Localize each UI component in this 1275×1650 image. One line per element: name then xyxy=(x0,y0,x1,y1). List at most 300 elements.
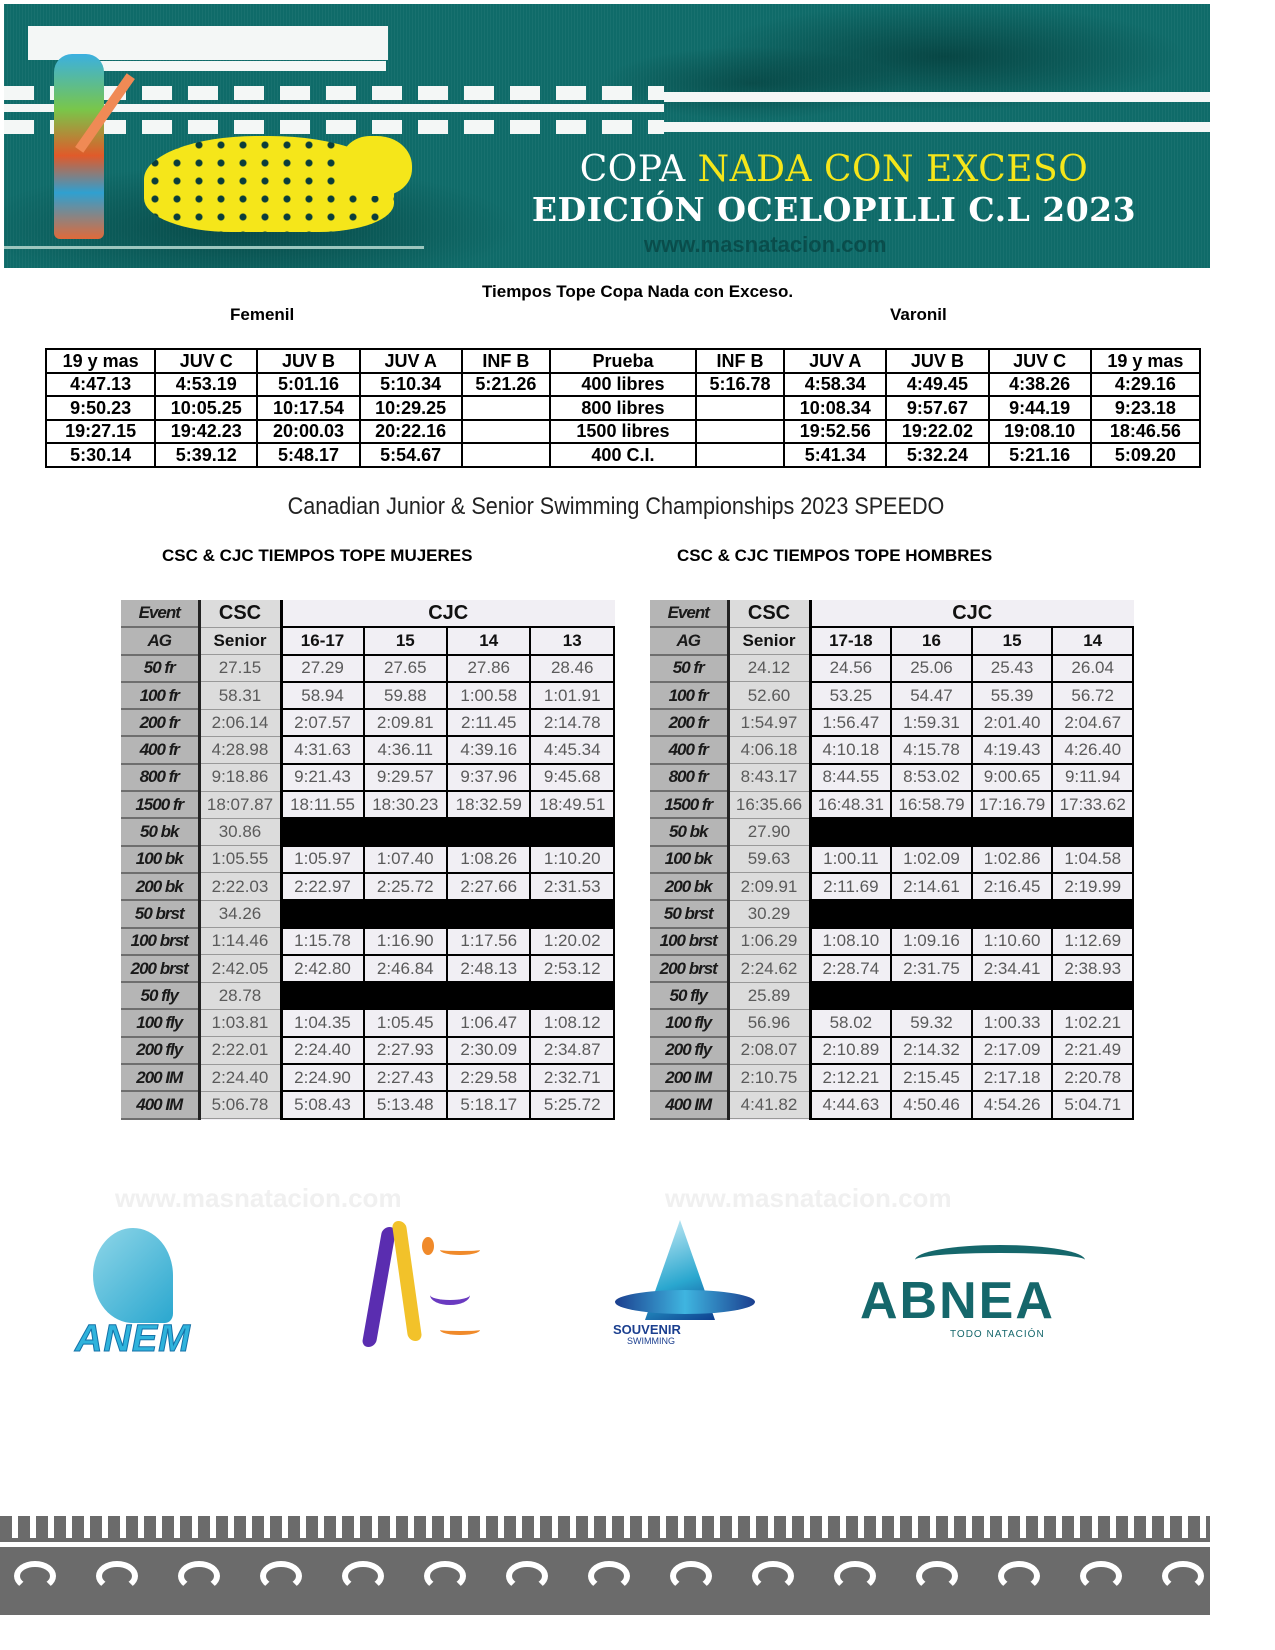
senior-time-cell: 1:14.46 xyxy=(199,928,281,955)
age-group-column-header: 15 xyxy=(972,627,1053,654)
time-cell: 5:54.67 xyxy=(360,443,462,467)
time-cell: 5:09.20 xyxy=(1091,443,1200,467)
banner-stripe xyxy=(64,61,386,71)
table-row xyxy=(121,736,614,763)
time-cell: 2:30.09 xyxy=(447,1037,530,1064)
event-name-cell: 200 bk xyxy=(121,873,199,900)
logo-wave-icon xyxy=(440,1245,480,1255)
time-cell: 4:45.34 xyxy=(530,736,614,763)
event-name-cell: 200 IM xyxy=(650,1064,728,1091)
senior-time-cell: 1:05.55 xyxy=(199,846,281,873)
table-row xyxy=(650,791,1133,818)
time-cell: 2:15.45 xyxy=(891,1064,972,1091)
time-cell: 27.65 xyxy=(364,655,447,682)
table-row xyxy=(121,982,614,1009)
senior-time-cell: 1:03.81 xyxy=(199,1009,281,1036)
time-cell: 5:16.78 xyxy=(696,373,784,397)
event-name-cell: 100 fr xyxy=(650,682,728,709)
time-cell: 5:32.24 xyxy=(886,443,988,467)
event-name-cell: 200 brst xyxy=(121,955,199,982)
time-cell: 2:27.66 xyxy=(447,873,530,900)
nada-con-exceso-logo xyxy=(360,1215,490,1350)
event-name-cell: 800 fr xyxy=(121,764,199,791)
decorative-border-teeth xyxy=(0,1516,1210,1540)
table-row xyxy=(121,900,614,927)
time-cell: 5:48.17 xyxy=(257,443,359,467)
time-cell: 18:46.56 xyxy=(1091,420,1200,444)
time-cell: 1:16.90 xyxy=(364,928,447,955)
table-row xyxy=(650,1037,1133,1064)
time-cell: 5:08.43 xyxy=(281,1091,364,1118)
time-cell: 2:14.61 xyxy=(891,873,972,900)
table-row xyxy=(650,709,1133,736)
time-cell: 19:22.02 xyxy=(886,420,988,444)
spiral-icon xyxy=(14,1561,56,1591)
time-cell: 9:44.19 xyxy=(989,396,1091,420)
time-cell: 4:36.11 xyxy=(364,736,447,763)
table-row xyxy=(650,873,1133,900)
time-cell: 4:10.18 xyxy=(810,736,891,763)
time-cell: 59.88 xyxy=(364,682,447,709)
event-name-cell: 400 IM xyxy=(121,1091,199,1118)
event-name-cell: 400 IM xyxy=(650,1091,728,1118)
table-row xyxy=(121,846,614,873)
spiral-icon xyxy=(752,1561,794,1591)
time-cell: 58.02 xyxy=(810,1009,891,1036)
logo-stroke-icon xyxy=(361,1227,396,1347)
time-cell: 2:48.13 xyxy=(447,955,530,982)
no-cjc-event-cell xyxy=(281,900,614,927)
event-name-cell: 1500 libres xyxy=(550,420,696,444)
csc-header: CSC xyxy=(199,600,281,627)
time-cell xyxy=(696,420,784,444)
time-cell: 2:27.93 xyxy=(364,1037,447,1064)
time-cell: 27.86 xyxy=(447,655,530,682)
time-cell: 2:34.41 xyxy=(972,955,1053,982)
event-name-cell: 400 libres xyxy=(550,373,696,397)
event-name-cell: 200 IM xyxy=(121,1064,199,1091)
women-table-label: CSC & CJC TIEMPOS TOPE MUJERES xyxy=(162,546,473,565)
time-cell: 1:00.33 xyxy=(972,1009,1053,1036)
spiral-icon xyxy=(424,1561,466,1591)
spiral-icon xyxy=(670,1561,712,1591)
table-row xyxy=(650,928,1133,955)
time-cell: 2:24.90 xyxy=(281,1064,364,1091)
banner-stripe xyxy=(664,122,1210,132)
banner-title-accent: NADA CON EXCESO xyxy=(697,149,1089,190)
event-name-cell: 800 fr xyxy=(650,764,728,791)
table-header-row xyxy=(121,627,614,654)
event-name-cell: 50 brst xyxy=(650,900,728,927)
cjc-header: CJC xyxy=(810,600,1133,627)
event-name-cell: 1500 fr xyxy=(121,791,199,818)
event-name-cell: 50 bk xyxy=(121,818,199,845)
time-cell: 2:19.99 xyxy=(1052,873,1133,900)
time-cell: 4:26.40 xyxy=(1052,736,1133,763)
tope-times-table xyxy=(45,348,1201,468)
age-group-column-header: 13 xyxy=(530,627,614,654)
time-cell: 1:17.56 xyxy=(447,928,530,955)
time-cell: 16:58.79 xyxy=(891,791,972,818)
event-name-cell: 50 fr xyxy=(121,655,199,682)
event-name-cell: 200 bk xyxy=(650,873,728,900)
senior-time-cell: 2:22.01 xyxy=(199,1037,281,1064)
column-header: INF B xyxy=(462,349,550,373)
tope-table-body xyxy=(46,373,1200,467)
table-row xyxy=(121,1009,614,1036)
time-cell: 4:39.16 xyxy=(447,736,530,763)
time-cell: 4:53.19 xyxy=(155,373,257,397)
time-cell: 2:01.40 xyxy=(972,709,1053,736)
time-cell: 1:05.45 xyxy=(364,1009,447,1036)
time-cell: 1:01.91 xyxy=(530,682,614,709)
event-name-cell: 100 brst xyxy=(121,928,199,955)
time-cell: 2:12.21 xyxy=(810,1064,891,1091)
senior-time-cell: 2:22.03 xyxy=(199,873,281,900)
anem-logo xyxy=(75,1222,225,1362)
time-cell: 5:04.71 xyxy=(1052,1091,1133,1118)
event-name-cell: 50 fly xyxy=(650,982,728,1009)
time-cell: 17:33.62 xyxy=(1052,791,1133,818)
logo-wave-icon xyxy=(430,1285,470,1305)
senior-time-cell: 2:24.40 xyxy=(199,1064,281,1091)
decorative-border-line xyxy=(0,1538,1210,1542)
senior-time-cell: 24.12 xyxy=(728,655,810,682)
time-cell: 1:07.40 xyxy=(364,846,447,873)
event-name-cell: 50 fr xyxy=(650,655,728,682)
senior-time-cell: 4:41.82 xyxy=(728,1091,810,1118)
logo-stroke-icon xyxy=(392,1221,423,1341)
time-cell xyxy=(696,443,784,467)
age-group-column-header: 14 xyxy=(1052,627,1133,654)
event-name-cell: 800 libres xyxy=(550,396,696,420)
time-cell: 9:21.43 xyxy=(281,764,364,791)
abnea-logo-text: ABNEA xyxy=(860,1272,1055,1330)
banner-title-white: COPA xyxy=(579,149,698,190)
column-header: JUV A xyxy=(360,349,462,373)
cjc-header: CJC xyxy=(281,600,614,627)
time-cell: 9:00.65 xyxy=(972,764,1053,791)
table-row xyxy=(121,709,614,736)
spiral-icon xyxy=(834,1561,876,1591)
time-cell: 1:05.97 xyxy=(281,846,364,873)
time-cell: 1:06.47 xyxy=(447,1009,530,1036)
time-cell: 18:32.59 xyxy=(447,791,530,818)
time-cell: 2:38.93 xyxy=(1052,955,1133,982)
time-cell: 1:59.31 xyxy=(891,709,972,736)
table-header-row xyxy=(650,627,1133,654)
time-cell: 54.47 xyxy=(891,682,972,709)
abnea-logo-subtext: TODO NATACIÓN xyxy=(950,1329,1045,1340)
senior-time-cell: 8:43.17 xyxy=(728,764,810,791)
time-cell: 2:11.69 xyxy=(810,873,891,900)
spiral-icon xyxy=(260,1561,302,1591)
time-cell: 2:42.80 xyxy=(281,955,364,982)
spiral-icon xyxy=(1162,1561,1204,1591)
time-cell: 1:00.58 xyxy=(447,682,530,709)
senior-header: Senior xyxy=(199,627,281,654)
time-cell: 58.94 xyxy=(281,682,364,709)
time-cell: 25.06 xyxy=(891,655,972,682)
time-cell: 1:20.02 xyxy=(530,928,614,955)
time-cell: 5:01.16 xyxy=(257,373,359,397)
column-header: JUV A xyxy=(784,349,886,373)
senior-time-cell: 4:28.98 xyxy=(199,736,281,763)
table-row xyxy=(650,818,1133,845)
column-header: 19 y mas xyxy=(1091,349,1200,373)
table-row xyxy=(121,928,614,955)
spiral-icon xyxy=(342,1561,384,1591)
time-cell: 1:08.10 xyxy=(810,928,891,955)
souvenir-logo-subtext: SWIMMING xyxy=(627,1336,675,1346)
time-cell: 2:16.45 xyxy=(972,873,1053,900)
time-cell: 5:13.48 xyxy=(364,1091,447,1118)
time-cell: 19:08.10 xyxy=(989,420,1091,444)
event-name-cell: 50 brst xyxy=(121,900,199,927)
time-cell: 9:57.67 xyxy=(886,396,988,420)
time-cell: 2:46.84 xyxy=(364,955,447,982)
time-cell: 16:48.31 xyxy=(810,791,891,818)
time-cell: 1:00.11 xyxy=(810,846,891,873)
time-cell: 1:04.58 xyxy=(1052,846,1133,873)
senior-time-cell: 27.15 xyxy=(199,655,281,682)
time-cell: 2:14.78 xyxy=(530,709,614,736)
table-row xyxy=(121,764,614,791)
spiral-icon xyxy=(506,1561,548,1591)
time-cell: 1:15.78 xyxy=(281,928,364,955)
senior-time-cell: 5:06.78 xyxy=(199,1091,281,1118)
age-group-column-header: 15 xyxy=(364,627,447,654)
time-cell: 4:15.78 xyxy=(891,736,972,763)
time-cell: 5:39.12 xyxy=(155,443,257,467)
banner-watermark: www.masnatacion.com xyxy=(644,232,887,257)
age-group-column-header: 16 xyxy=(891,627,972,654)
time-cell: 18:30.23 xyxy=(364,791,447,818)
event-name-cell: 200 fly xyxy=(121,1037,199,1064)
spiral-icon xyxy=(178,1561,220,1591)
table-row xyxy=(121,1037,614,1064)
time-cell: 20:00.03 xyxy=(257,420,359,444)
no-cjc-event-cell xyxy=(281,982,614,1009)
table-row xyxy=(650,1091,1133,1118)
senior-time-cell: 30.29 xyxy=(728,900,810,927)
time-cell: 1:08.26 xyxy=(447,846,530,873)
time-cell: 28.46 xyxy=(530,655,614,682)
table-row xyxy=(121,955,614,982)
time-cell: 5:21.26 xyxy=(462,373,550,397)
senior-time-cell: 2:24.62 xyxy=(728,955,810,982)
time-cell: 2:09.81 xyxy=(364,709,447,736)
time-cell: 2:22.97 xyxy=(281,873,364,900)
senior-time-cell: 25.89 xyxy=(728,982,810,1009)
event-name-cell: 400 fr xyxy=(650,736,728,763)
age-group-column-header: 16-17 xyxy=(281,627,364,654)
logo-wave-icon xyxy=(440,1325,480,1335)
table-row xyxy=(650,764,1133,791)
senior-time-cell: 4:06.18 xyxy=(728,736,810,763)
table-header-row xyxy=(46,349,1200,373)
table-row xyxy=(121,1064,614,1091)
time-cell xyxy=(462,420,550,444)
senior-time-cell: 59.63 xyxy=(728,846,810,873)
banner-subtitle: EDICIÓN OCELOPILLI C.L 2023 xyxy=(531,190,1137,229)
document-title: Tiempos Tope Copa Nada con Exceso. xyxy=(481,282,794,301)
time-cell: 2:07.57 xyxy=(281,709,364,736)
event-name-cell: 100 fr xyxy=(121,682,199,709)
time-cell: 2:53.12 xyxy=(530,955,614,982)
time-cell: 5:18.17 xyxy=(447,1091,530,1118)
senior-time-cell: 28.78 xyxy=(199,982,281,1009)
table-row xyxy=(650,1064,1133,1091)
senior-time-cell: 16:35.66 xyxy=(728,791,810,818)
senior-time-cell: 2:08.07 xyxy=(728,1037,810,1064)
time-cell: 9:23.18 xyxy=(1091,396,1200,420)
senior-time-cell: 58.31 xyxy=(199,682,281,709)
time-cell: 18:11.55 xyxy=(281,791,364,818)
time-cell xyxy=(462,443,550,467)
time-cell: 4:58.34 xyxy=(784,373,886,397)
time-cell: 9:50.23 xyxy=(46,396,155,420)
csc-men-table xyxy=(650,600,1134,1120)
time-cell: 2:14.32 xyxy=(891,1037,972,1064)
time-cell: 4:54.26 xyxy=(972,1091,1053,1118)
time-cell: 4:50.46 xyxy=(891,1091,972,1118)
logo-dot-icon xyxy=(422,1237,434,1255)
time-cell: 1:09.16 xyxy=(891,928,972,955)
time-cell: 1:02.86 xyxy=(972,846,1053,873)
spiral-icon xyxy=(588,1561,630,1591)
table-row xyxy=(121,682,614,709)
watermark: www.masnatacion.com xyxy=(665,1183,952,1213)
table-row xyxy=(46,373,1200,397)
senior-time-cell: 52.60 xyxy=(728,682,810,709)
time-cell: 2:27.43 xyxy=(364,1064,447,1091)
no-cjc-event-cell xyxy=(810,900,1133,927)
senior-time-cell: 34.26 xyxy=(199,900,281,927)
event-name-cell: 200 brst xyxy=(650,955,728,982)
time-cell: 10:08.34 xyxy=(784,396,886,420)
time-cell: 2:32.71 xyxy=(530,1064,614,1091)
senior-time-cell: 9:18.86 xyxy=(199,764,281,791)
time-cell: 25.43 xyxy=(972,655,1053,682)
time-cell: 55.39 xyxy=(972,682,1053,709)
spiral-icon xyxy=(998,1561,1040,1591)
table-row xyxy=(121,791,614,818)
table-row xyxy=(46,396,1200,420)
varonil-label: Varonil xyxy=(890,305,947,324)
time-cell: 2:31.75 xyxy=(891,955,972,982)
time-cell xyxy=(696,396,784,420)
banner-title xyxy=(454,149,1210,190)
event-header: Event xyxy=(650,600,728,627)
time-cell: 27.29 xyxy=(281,655,364,682)
time-cell: 2:20.78 xyxy=(1052,1064,1133,1091)
column-header: JUV C xyxy=(989,349,1091,373)
time-cell: 18:49.51 xyxy=(530,791,614,818)
event-name-cell: 400 C.I. xyxy=(550,443,696,467)
time-cell: 19:27.15 xyxy=(46,420,155,444)
time-cell: 10:05.25 xyxy=(155,396,257,420)
time-cell: 1:08.12 xyxy=(530,1009,614,1036)
table-row xyxy=(46,420,1200,444)
table-row xyxy=(650,900,1133,927)
senior-time-cell: 2:06.14 xyxy=(199,709,281,736)
table-row xyxy=(121,873,614,900)
event-name-cell: 50 fly xyxy=(121,982,199,1009)
senior-time-cell: 2:10.75 xyxy=(728,1064,810,1091)
time-cell: 1:12.69 xyxy=(1052,928,1133,955)
csc-women-table xyxy=(121,600,615,1120)
time-cell: 4:29.16 xyxy=(1091,373,1200,397)
spiral-icon xyxy=(916,1561,958,1591)
time-cell: 1:10.20 xyxy=(530,846,614,873)
time-cell: 1:02.21 xyxy=(1052,1009,1133,1036)
time-cell: 5:10.34 xyxy=(360,373,462,397)
event-header: Event xyxy=(121,600,199,627)
header-banner xyxy=(4,4,1210,268)
event-name-cell: 1500 fr xyxy=(650,791,728,818)
time-cell: 59.32 xyxy=(891,1009,972,1036)
age-group-header: AG xyxy=(650,627,728,654)
event-name-cell: 100 brst xyxy=(650,928,728,955)
time-cell: 4:44.63 xyxy=(810,1091,891,1118)
time-cell: 9:45.68 xyxy=(530,764,614,791)
column-header: Prueba xyxy=(550,349,696,373)
table-header-row xyxy=(650,600,1133,627)
time-cell: 8:44.55 xyxy=(810,764,891,791)
table-row xyxy=(650,955,1133,982)
jaguar-head-icon xyxy=(342,136,412,196)
time-cell xyxy=(462,396,550,420)
femenil-label: Femenil xyxy=(230,305,295,324)
column-header: JUV C xyxy=(155,349,257,373)
table-row xyxy=(46,443,1200,467)
event-name-cell: 100 bk xyxy=(650,846,728,873)
time-cell: 19:52.56 xyxy=(784,420,886,444)
table-row xyxy=(121,655,614,682)
time-cell: 2:21.49 xyxy=(1052,1037,1133,1064)
senior-header: Senior xyxy=(728,627,810,654)
banner-stripe xyxy=(664,92,1210,102)
time-cell: 2:25.72 xyxy=(364,873,447,900)
men-table-label: CSC & CJC TIEMPOS TOPE HOMBRES xyxy=(677,546,993,565)
table-row xyxy=(650,846,1133,873)
table-header-row xyxy=(121,600,614,627)
time-cell: 53.25 xyxy=(810,682,891,709)
time-cell: 5:25.72 xyxy=(530,1091,614,1118)
time-cell: 2:29.58 xyxy=(447,1064,530,1091)
souvenir-swimming-logo xyxy=(605,1210,755,1350)
senior-time-cell: 27.90 xyxy=(728,818,810,845)
time-cell: 26.04 xyxy=(1052,655,1133,682)
time-cell: 1:02.09 xyxy=(891,846,972,873)
ground-line xyxy=(4,246,424,249)
event-name-cell: 200 fr xyxy=(650,709,728,736)
csc-header: CSC xyxy=(728,600,810,627)
time-cell: 5:41.34 xyxy=(784,443,886,467)
senior-time-cell: 1:06.29 xyxy=(728,928,810,955)
table-row xyxy=(121,1091,614,1118)
spiral-icon xyxy=(1080,1561,1122,1591)
time-cell: 56.72 xyxy=(1052,682,1133,709)
time-cell: 2:10.89 xyxy=(810,1037,891,1064)
decorative-spiral-border xyxy=(0,1547,1210,1615)
column-header: 19 y mas xyxy=(46,349,155,373)
time-cell: 1:04.35 xyxy=(281,1009,364,1036)
no-cjc-event-cell xyxy=(810,982,1133,1009)
table-row xyxy=(650,682,1133,709)
time-cell: 4:31.63 xyxy=(281,736,364,763)
